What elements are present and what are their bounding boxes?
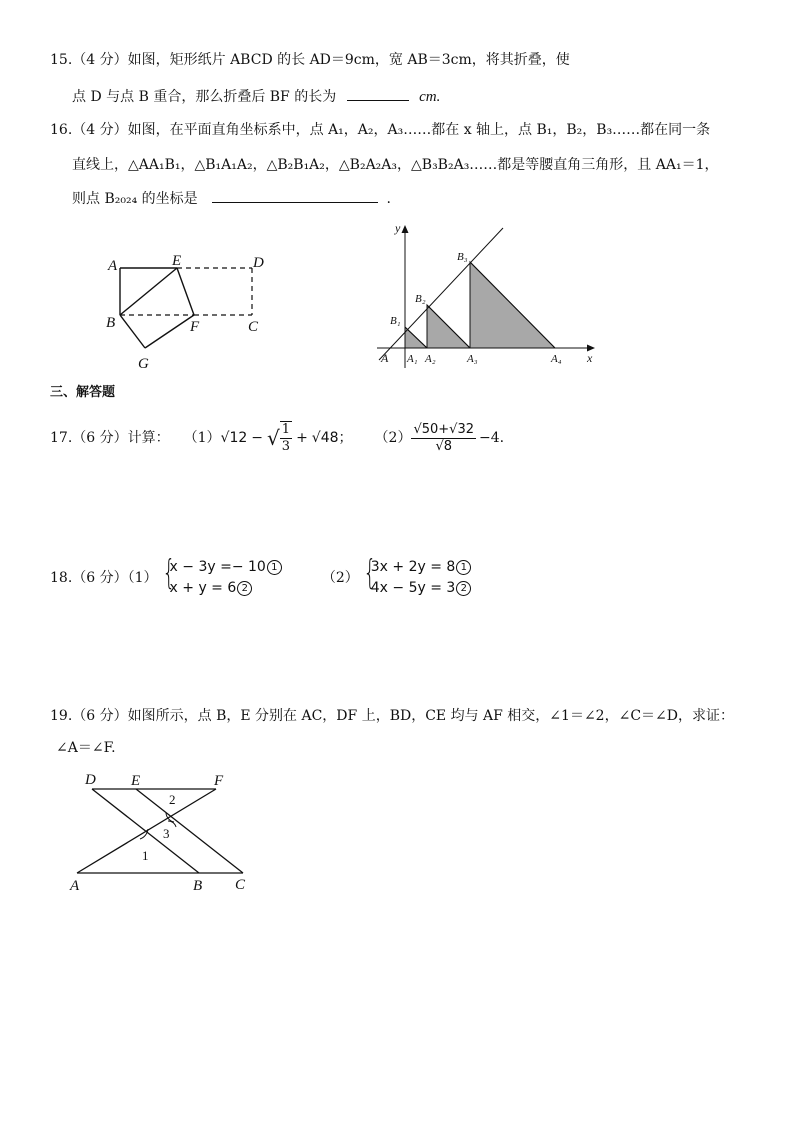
q16-line3-text: 则点 B₂₀₂₄ 的坐标是 <box>72 191 198 207</box>
q17-part1-end: ； <box>338 430 353 446</box>
fig1-label-d: D <box>253 255 264 271</box>
q17-fraction-main <box>411 422 476 455</box>
fig2-y-arrow <box>402 225 409 233</box>
q15-line2 <box>72 86 440 107</box>
q17-part2-end: −4. <box>479 430 505 446</box>
fig2-label-x: x <box>587 351 593 365</box>
q16-answer-blank[interactable] <box>212 188 378 203</box>
fig3-label-c: C <box>235 877 246 893</box>
q17-frac-num: 1 <box>281 422 291 437</box>
fig2-label-b2: B₂ <box>415 293 426 305</box>
fig2-label-a4: A₄ <box>551 353 562 365</box>
fig1-edge-gf <box>145 315 194 348</box>
q18-s1-eq2: x + y = 6 <box>169 580 237 596</box>
q18-system2-row1 <box>371 557 472 578</box>
section-heading: 三、解答题 <box>50 385 116 400</box>
q18-part2-label: （2） <box>321 570 359 586</box>
fig1-edge-be <box>120 268 177 315</box>
fig2-label-a1: A₁ <box>407 353 418 365</box>
q18-s2-mark2: 2 <box>456 581 471 596</box>
fig2-label-b3: B₃ <box>457 251 468 263</box>
fig3-label-e: E <box>131 773 141 789</box>
q17-line <box>50 418 504 458</box>
fig3-label-b: B <box>193 878 203 894</box>
q18-system1-row1 <box>170 557 282 578</box>
q18-s1-mark1: 1 <box>267 560 282 575</box>
q17-part1-label: （1） <box>183 430 221 446</box>
q17-main-den: √8 <box>435 438 453 454</box>
q19-line2: ∠A＝∠F. <box>56 740 116 756</box>
q18-s1-eq1: x − 3y =− 10 <box>169 559 266 575</box>
fig1-label-c: C <box>248 319 259 335</box>
q17-sqrt-sign: √ <box>267 426 280 450</box>
figure-folded-rectangle <box>100 250 280 380</box>
fig1-label-g: G <box>138 356 149 372</box>
fig3-label-angle3: 3 <box>163 826 170 841</box>
q18-system2-brace: { <box>363 553 377 593</box>
fig1-edge-bg <box>120 315 145 348</box>
fig3-label-angle1: 1 <box>142 848 149 863</box>
figure-crossing-lines <box>65 768 265 898</box>
q15-line1: 15.（4 分）如图，矩形纸片 ABCD 的长 AD＝9cm，宽 AB＝3cm，将其折叠，使 <box>50 52 570 68</box>
q16-line2: 直线上，△AA₁B₁，△B₁A₁A₂，△B₂B₁A₂，△B₂A₂A₃，△B₃B₂A₃……都是等腰直角三角形，且 AA₁＝1， <box>72 157 719 173</box>
fig3-label-angle2: 2 <box>169 792 176 807</box>
q15-answer-blank[interactable] <box>347 86 409 101</box>
q18-s2-eq2: 4x − 5y = 3 <box>370 580 456 596</box>
q17-fraction-one-third <box>280 421 292 455</box>
q17-plus: + <box>296 430 308 446</box>
q16-end: . <box>386 191 391 207</box>
fig1-label-b: B <box>106 315 116 331</box>
q17-frac-den: 3 <box>281 439 291 454</box>
q15-line2-text: 点 D 与点 B 重合，那么折叠后 BF 的长为 <box>72 89 337 105</box>
fig3-label-a: A <box>70 878 80 894</box>
fig1-label-f: F <box>190 319 200 335</box>
fig3-line-ec <box>136 789 243 873</box>
q17-minus: − <box>251 430 264 446</box>
q19-line1: 19.（6 分）如图所示，点 B，E 分别在 AC，DF 上，BD，CE 均与 AF 相交，∠1＝∠2，∠C＝∠D，求证： <box>50 708 734 724</box>
fig2-label-a3: A₃ <box>467 353 478 365</box>
q16-line1: 16.（4 分）如图，在平面直角坐标系中，点 A₁，A₂，A₃……都在 x 轴上，点 B₁，B₂，B₃……都在同一条 <box>50 122 711 138</box>
q17-sqrt12: √12 <box>220 430 248 446</box>
q17-main-num: √50+√32 <box>413 421 475 437</box>
q18-prefix: 18.（6 分）（1） <box>50 570 158 586</box>
fig2-label-a2: A₂ <box>425 353 436 365</box>
q18-system2-row2 <box>371 578 472 599</box>
fig1-edge-ef <box>177 268 194 315</box>
q17-part2-label: （2） <box>374 430 412 446</box>
fig3-label-f: F <box>214 773 224 789</box>
q17-sqrt48: √48 <box>311 430 339 446</box>
fig2-label-b1: B₁ <box>390 315 401 327</box>
q16-line3 <box>72 188 391 209</box>
q18-system1-brace: { <box>161 553 175 593</box>
figure-coordinate-triangles <box>365 220 605 375</box>
q18-line <box>50 553 471 600</box>
q17-prefix: 17.（6 分）计算： <box>50 430 170 446</box>
fig1-label-a: A <box>108 258 118 274</box>
fig2-label-a: A <box>381 351 389 365</box>
fig1-label-e: E <box>172 253 182 269</box>
fig3-label-d: D <box>85 772 96 788</box>
fig2-label-y: y <box>395 221 401 235</box>
q15-unit: cm. <box>419 89 441 105</box>
q18-s2-eq1: 3x + 2y = 8 <box>370 559 456 575</box>
q18-system1-row2 <box>170 578 282 599</box>
q18-system1 <box>158 553 282 599</box>
q18-system2 <box>359 553 472 599</box>
q18-s1-mark2: 2 <box>237 581 252 596</box>
q18-s2-mark1: 1 <box>456 560 471 575</box>
